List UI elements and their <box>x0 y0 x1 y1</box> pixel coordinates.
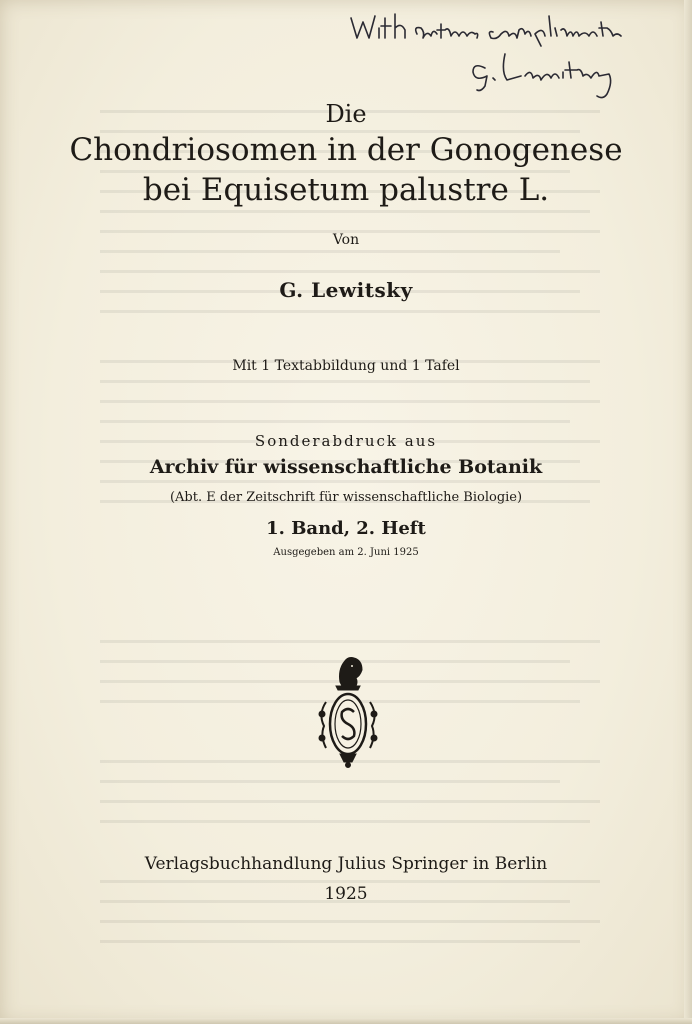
title-line-3: bei Equisetum palustre L. <box>142 172 550 208</box>
journal-subtitle: (Abt. E der Zeitschrift für wissenschaftliche Biologie) <box>169 490 523 505</box>
title-line-1: Die <box>325 100 367 128</box>
illustrations-note: Mit 1 Textabbildung und 1 Tafel <box>232 358 460 374</box>
publication-year: 1925 <box>324 884 368 904</box>
byline-von: Von <box>332 232 360 248</box>
title-line-2: Chondriosomen in der Gonogenese <box>69 132 623 168</box>
offprint-label: Sonderabdruck aus <box>254 432 438 450</box>
author-name: G. Lewitsky <box>279 278 413 302</box>
publisher-name: Verlagsbuchhandlung Julius Springer in Berlin <box>144 854 548 874</box>
springer-knight-logo-icon <box>316 652 380 768</box>
issue-date: Ausgegeben am 2. Juni 1925 <box>273 547 419 558</box>
journal-title: Archiv für wissenschaftliche Botanik <box>149 456 543 478</box>
page-edge-bottom <box>0 1018 692 1024</box>
handwritten-dedication <box>345 6 665 106</box>
volume-issue: 1. Band, 2. Heft <box>266 518 426 539</box>
